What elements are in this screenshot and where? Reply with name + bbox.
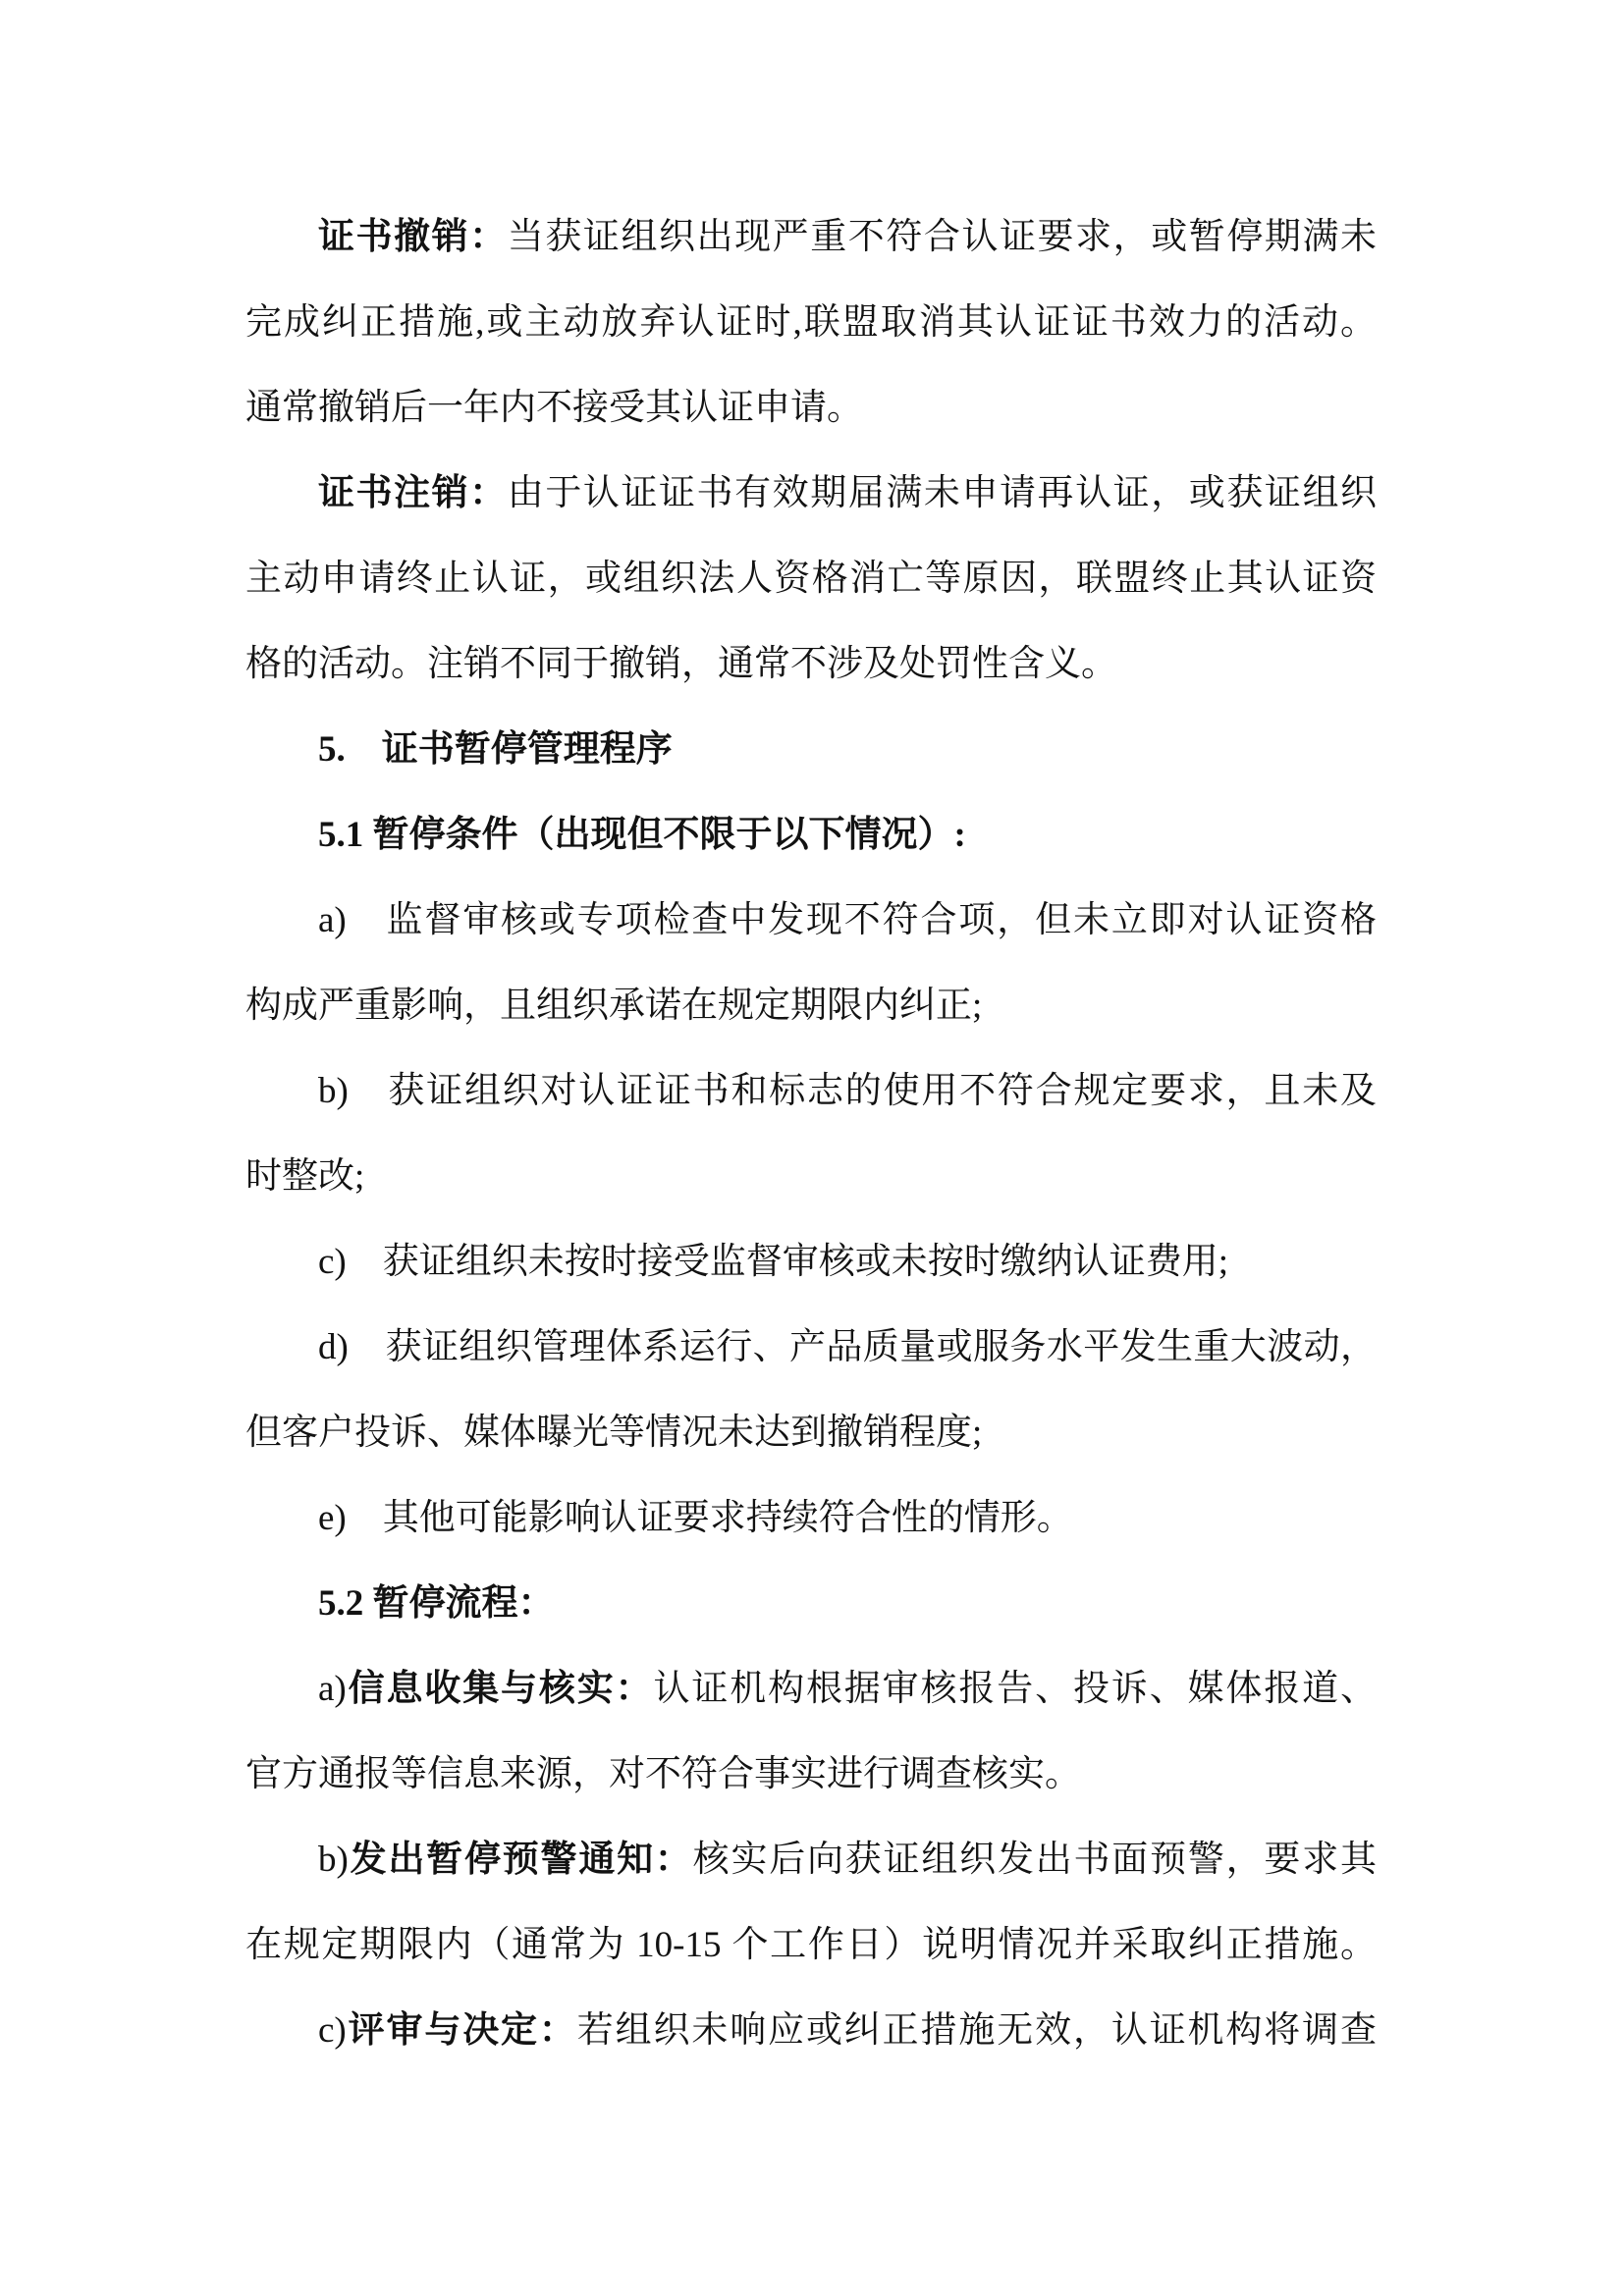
text-run: d) 获证组织管理体系运行、产品质量或服务水平发生重大波动， xyxy=(318,1327,1377,1367)
text-run: 核实后向获证组织发出书面预警，要求其 xyxy=(692,1840,1378,1880)
text-run: 构成严重影响，且组织承诺在规定期限内纠正; xyxy=(245,986,983,1026)
bold-text-run: 5.1 暂停条件（出现但不限于以下情况）: xyxy=(318,815,966,855)
text-line xyxy=(245,1390,1377,1475)
text-line xyxy=(245,1048,1377,1134)
text-line xyxy=(245,365,1377,451)
bold-text-run: 评审与决定： xyxy=(346,2010,577,2051)
text-run: 主动申请终止认证，或组织法人资格消亡等原因，联盟终止其认证资 xyxy=(245,559,1377,599)
text-run: 时整改; xyxy=(245,1156,365,1197)
bold-text-run: 信息收集与核实： xyxy=(346,1669,654,1709)
text-run: c) 获证组织未按时接受监督审核或未按时缴纳认证费用; xyxy=(318,1242,1229,1282)
bold-text-run: 证书注销： xyxy=(318,473,508,513)
text-line xyxy=(245,1561,1377,1646)
text-line xyxy=(245,1988,1377,2073)
text-run: a) xyxy=(318,1669,347,1709)
text-line xyxy=(245,1475,1377,1561)
bold-text-run: 5.2 暂停流程： xyxy=(318,1583,555,1624)
text-line xyxy=(245,1219,1377,1305)
text-line xyxy=(245,792,1377,878)
text-run: 在规定期限内（通常为 10-15 个工作日）说明情况并采取纠正措施。 xyxy=(245,1925,1377,1965)
text-line xyxy=(245,1646,1377,1732)
text-run: 官方通报等信息来源，对不符合事实进行调查核实。 xyxy=(245,1754,1081,1794)
text-line xyxy=(245,878,1377,963)
text-line xyxy=(245,1902,1377,1988)
text-run: 但客户投诉、媒体曝光等情况未达到撤销程度; xyxy=(245,1413,983,1453)
text-line xyxy=(245,194,1377,280)
bold-text-run: 5. 证书暂停管理程序 xyxy=(318,729,673,770)
text-run: a) 监督审核或专项检查中发现不符合项，但未立即对认证资格 xyxy=(318,900,1377,940)
document-text-block xyxy=(245,194,1377,2073)
text-line xyxy=(245,963,1377,1048)
text-run: 认证机构根据审核报告、投诉、媒体报道、 xyxy=(653,1669,1377,1709)
text-run: b) xyxy=(318,1840,349,1880)
text-line xyxy=(245,1305,1377,1390)
text-line xyxy=(245,1817,1377,1902)
text-line xyxy=(245,451,1377,536)
text-run: 由于认证证书有效期届满未申请再认证，或获证组织 xyxy=(507,473,1378,513)
text-run: c) xyxy=(318,2010,347,2051)
text-run: b) 获证组织对认证证书和标志的使用不符合规定要求，且未及 xyxy=(318,1071,1377,1111)
text-run: 通常撤销后一年内不接受其认证申请。 xyxy=(245,388,863,428)
bold-text-run: 发出暂停预警通知： xyxy=(348,1840,693,1880)
text-run: 若组织未响应或纠正措施无效，认证机构将调查 xyxy=(576,2010,1378,2051)
text-line xyxy=(245,280,1377,365)
text-run: e) 其他可能影响认证要求持续符合性的情形。 xyxy=(318,1498,1073,1538)
text-line xyxy=(245,1732,1377,1817)
bold-text-run: 证书撤销： xyxy=(318,217,508,257)
text-run: 当获证组织出现严重不符合认证要求，或暂停期满未 xyxy=(507,217,1378,257)
text-line xyxy=(245,1134,1377,1219)
text-line xyxy=(245,536,1377,621)
text-run: 完成纠正措施,或主动放弃认证时,联盟取消其认证证书效力的活动。 xyxy=(245,302,1377,343)
text-run: 格的活动。注销不同于撤销，通常不涉及处罚性含义。 xyxy=(245,644,1117,684)
text-line xyxy=(245,621,1377,707)
text-line xyxy=(245,707,1377,792)
